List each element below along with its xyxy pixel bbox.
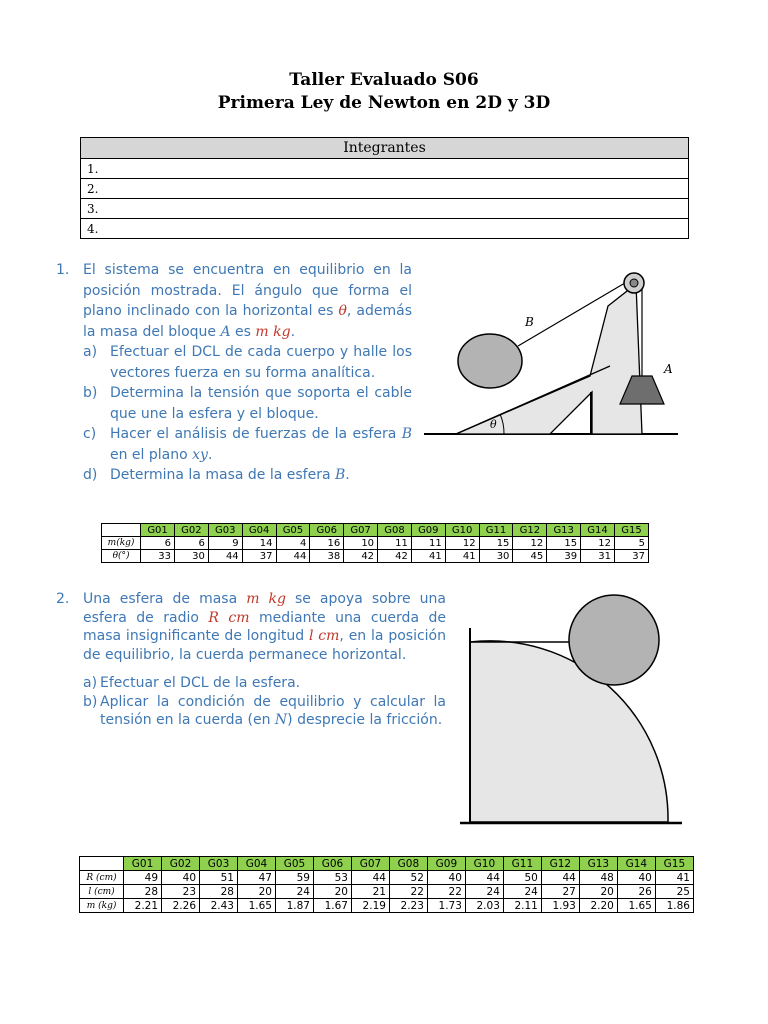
column-header: G09	[427, 857, 465, 871]
problem-1-item-a: a) Efectuar el DCL de cada cuerpo y halle los vectores fuerza en su forma analítica.	[83, 344, 412, 381]
problem-1-item-d: d) Determina la masa de la esfera B.	[83, 467, 350, 483]
table-cell: 20	[238, 885, 276, 899]
table-cell: 51	[200, 871, 238, 885]
table-cell: 48	[579, 871, 617, 885]
column-header: G14	[581, 524, 615, 537]
members-table	[80, 137, 689, 239]
table-cell: 12	[445, 537, 479, 550]
page-title: Taller Evaluado S06	[289, 70, 479, 90]
table-1-header-row	[102, 524, 649, 537]
table-row	[80, 899, 694, 913]
column-header: G10	[445, 524, 479, 537]
table-cell: 12	[581, 537, 615, 550]
table-cell: 1.73	[427, 899, 465, 913]
row-label: R (cm)	[80, 871, 124, 885]
table-cell: 20	[313, 885, 351, 899]
column-header: G03	[208, 524, 242, 537]
column-header: G02	[162, 857, 200, 871]
table-cell: 45	[513, 550, 547, 563]
table-row	[80, 871, 694, 885]
table-cell: 15	[547, 537, 581, 550]
column-header: G08	[389, 857, 427, 871]
column-header: G04	[242, 524, 276, 537]
column-header: G07	[344, 524, 378, 537]
table-cell: 2.43	[200, 899, 238, 913]
table-cell: 9	[208, 537, 242, 550]
table-cell: 12	[513, 537, 547, 550]
column-header: G06	[310, 524, 344, 537]
table-cell: 2.21	[124, 899, 162, 913]
table-cell: 2.23	[389, 899, 427, 913]
problem-1-item-b: b) Determina la tensión que soporta el cable que une la esfera y el bloque.	[83, 385, 412, 422]
table-row	[102, 550, 649, 563]
table-cell: 39	[547, 550, 581, 563]
table-2-header-row	[80, 857, 694, 871]
member-row: 1.	[81, 159, 689, 179]
table-cell: 59	[275, 871, 313, 885]
table-cell: 27	[541, 885, 579, 899]
figure-2-sphere-diagram	[456, 590, 686, 830]
table-cell: 11	[378, 537, 412, 550]
table-cell: 1.87	[275, 899, 313, 913]
table-cell: 6	[174, 537, 208, 550]
table-cell: 44	[465, 871, 503, 885]
column-header: G09	[411, 524, 445, 537]
sphere-b	[458, 334, 522, 388]
member-row: 2.	[81, 179, 689, 199]
label-a: A	[664, 362, 673, 376]
table-cell: 22	[389, 885, 427, 899]
problem-2-item-a: a) Efectuar el DCL de la esfera.	[83, 675, 301, 691]
row-label: m(kg)	[102, 537, 141, 550]
column-header: G05	[276, 524, 310, 537]
column-header: G13	[547, 524, 581, 537]
column-header: G13	[579, 857, 617, 871]
table-cell: 38	[310, 550, 344, 563]
figure-1-incline-diagram	[420, 266, 682, 442]
column-header: G11	[479, 524, 513, 537]
table-cell: 20	[579, 885, 617, 899]
column-header: G01	[124, 857, 162, 871]
table-cell: 2.26	[162, 899, 200, 913]
table-cell: 40	[427, 871, 465, 885]
column-header: G15	[614, 524, 648, 537]
column-header: G02	[174, 524, 208, 537]
table-cell: 44	[208, 550, 242, 563]
table-cell: 23	[162, 885, 200, 899]
table-cell: 24	[275, 885, 313, 899]
table-cell: 14	[242, 537, 276, 550]
table-cell: 28	[124, 885, 162, 899]
column-header: G06	[313, 857, 351, 871]
table-cell: 41	[411, 550, 445, 563]
table-cell: 50	[503, 871, 541, 885]
table-cell: 41	[445, 550, 479, 563]
table-cell: 5	[614, 537, 648, 550]
incline-leg	[590, 392, 592, 434]
label-theta: θ	[490, 418, 497, 431]
table-cell: 16	[310, 537, 344, 550]
table-cell: 40	[617, 871, 655, 885]
members-heading: Integrantes	[81, 138, 689, 159]
table-cell: 42	[378, 550, 412, 563]
table-cell: 40	[162, 871, 200, 885]
data-table-1	[101, 523, 649, 563]
problem-1-intro: El sistema se encuentra en equilibrio en la posición mostrada. El ángulo que forma el plano inclinado con la horizontal es θ, además la masa del bloque A es m kg.	[83, 262, 412, 340]
table-cell: 1.67	[313, 899, 351, 913]
column-header: G07	[351, 857, 389, 871]
member-row: 3.	[81, 199, 689, 219]
sphere-m	[569, 595, 659, 685]
table-cell: 1.93	[541, 899, 579, 913]
problem-2-statement: Una esfera de masa m kg se apoya sobre una esfera de radio R cm mediante una cuerda de masa insignificante de longitud l cm, en la posición de equilibrio, la cuerda permanece horizontal.	[83, 591, 446, 663]
column-header: G12	[513, 524, 547, 537]
table-cell: 1.86	[655, 899, 693, 913]
table-cell: 52	[389, 871, 427, 885]
table-cell: 53	[313, 871, 351, 885]
table-cell: 2.11	[503, 899, 541, 913]
table-cell: 31	[581, 550, 615, 563]
column-header: G11	[503, 857, 541, 871]
table-cell: 44	[276, 550, 310, 563]
table-cell: 33	[141, 550, 175, 563]
data-table-2	[79, 856, 694, 913]
table-cell: 42	[344, 550, 378, 563]
table-cell: 49	[124, 871, 162, 885]
member-row: 4.	[81, 219, 689, 239]
table-cell: 37	[614, 550, 648, 563]
table-cell: 15	[479, 537, 513, 550]
table-cell: 21	[351, 885, 389, 899]
table-cell: 44	[541, 871, 579, 885]
table-cell: 22	[427, 885, 465, 899]
column-header: G12	[541, 857, 579, 871]
page-subtitle: Primera Ley de Newton en 2D y 3D	[217, 93, 551, 113]
problem-2-item-b: b) Aplicar la condición de equilibrio y calcular la tensión en la cuerda (en N) desprecie la fricción.	[83, 693, 446, 728]
table-cell: 37	[242, 550, 276, 563]
table-cell: 4	[276, 537, 310, 550]
label-b: B	[525, 315, 534, 329]
table-cell: 2.19	[351, 899, 389, 913]
column-header: G01	[141, 524, 175, 537]
table-cell: 30	[479, 550, 513, 563]
table-cell: 26	[617, 885, 655, 899]
table-cell: 44	[351, 871, 389, 885]
column-header: G10	[465, 857, 503, 871]
table-cell: 1.65	[617, 899, 655, 913]
table-row	[102, 537, 649, 550]
table-cell: 10	[344, 537, 378, 550]
problem-1-item-c: c) Hacer el análisis de fuerzas de la esfera B en el plano xy.	[83, 426, 412, 463]
table-cell: 41	[655, 871, 693, 885]
table-cell: 28	[200, 885, 238, 899]
table-cell: 25	[655, 885, 693, 899]
problem-2	[56, 590, 446, 730]
table-cell: 1.65	[238, 899, 276, 913]
row-label: m (kg)	[80, 899, 124, 913]
column-header: G03	[200, 857, 238, 871]
row-label: θ(°)	[102, 550, 141, 563]
table-cell: 2.20	[579, 899, 617, 913]
table-cell: 6	[141, 537, 175, 550]
table-cell: 47	[238, 871, 276, 885]
table-cell: 30	[174, 550, 208, 563]
row-label: l (cm)	[80, 885, 124, 899]
problem-1-number: 1.	[56, 262, 70, 278]
column-header: G04	[238, 857, 276, 871]
problem-2-number: 2.	[56, 591, 70, 607]
column-header: G15	[655, 857, 693, 871]
table-row	[80, 885, 694, 899]
column-header: G14	[617, 857, 655, 871]
table-cell: 2.03	[465, 899, 503, 913]
table-cell: 11	[411, 537, 445, 550]
problem-1	[56, 260, 412, 486]
table-cell: 24	[503, 885, 541, 899]
column-header: G05	[275, 857, 313, 871]
table-cell: 24	[465, 885, 503, 899]
column-header: G08	[378, 524, 412, 537]
